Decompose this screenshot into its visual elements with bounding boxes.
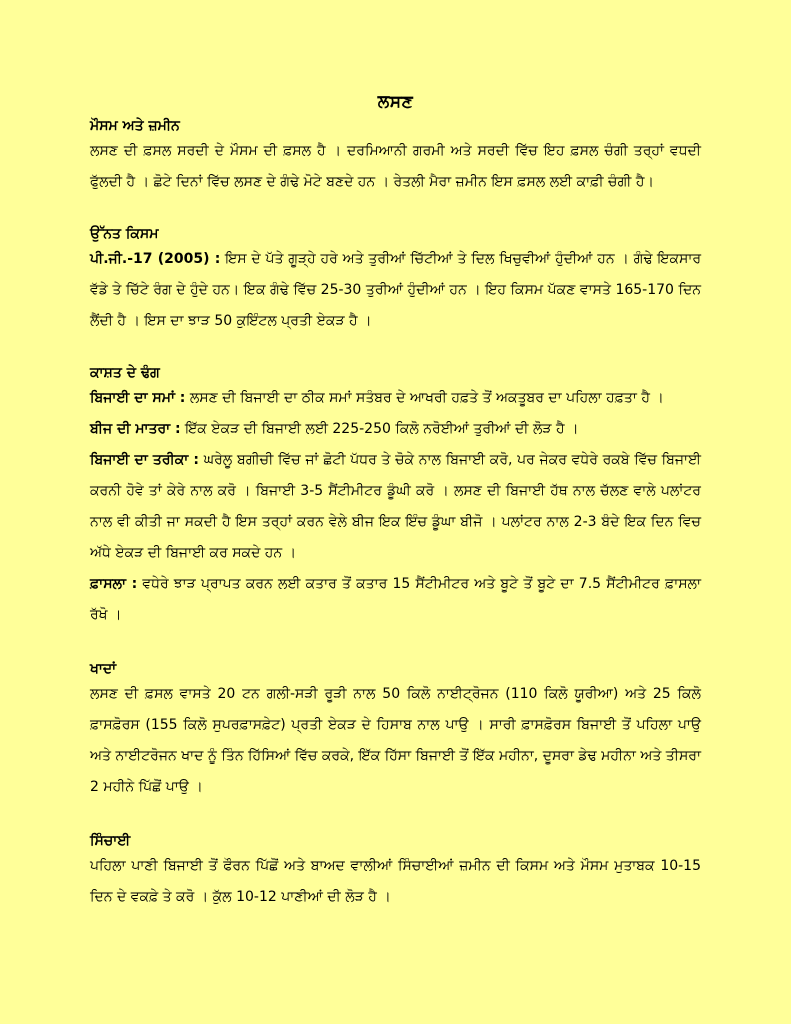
variety-label: ਪੀ.ਜੀ.-17 (2005) : bbox=[90, 251, 221, 267]
climate-paragraph: ਲਸਣ ਦੀ ਫ਼ਸਲ ਸਰਦੀ ਦੇ ਮੌਸਮ ਦੀ ਫ਼ਸਲ ਹੈ । ਦਰਮਿਆਨੀ ਗਰਮੀ ਅਤੇ ਸਰਦੀ ਵਿੱਚ ਇਹ ਫ਼ਸਲ ਚੰਗੀ ਤਰ੍ਹਾਂ ਵਧਦੀ ਫੁੱਲਦੀ ਹੈ । ਛੋਟੇ ਦਿਨਾਂ ਵਿੱਚ ਲਸਣ ਦੇ ਗੰਢੇ ਮੋਟੇ ਬਣਦੇ ਹਨ । ਰੇਤਲੀ ਮੈਰਾ ਜ਼ਮੀਨ ਇਸ ਫ਼ਸਲ ਲਈ ਕਾਫ਼ੀ ਚੰਗੀ ਹੈ। bbox=[90, 143, 701, 190]
spacing-label: ਫ਼ਾਸਲਾ : bbox=[90, 576, 138, 592]
sowing-method-text: ਘਰੇਲੂ ਬਗੀਚੀ ਵਿੱਚ ਜਾਂ ਛੋਟੀ ਪੱਧਰ ਤੇ ਚੋਕੇ ਨਾਲ ਬਿਜਾਈ ਕਰੋ, ਪਰ ਜੇਕਰ ਵਧੇਰੇ ਰਕਬੇ ਵਿੱਚ ਬਿਜਾਈ ਕਰਨੀ ਹੋਵੇ ਤਾਂ ਕੇਰੇ ਨਾਲ ਕਰੋ । ਬਿਜਾਈ 3-5 ਸੈਂਟੀਮੀਟਰ ਡੂੰਘੀ ਕਰੋ । ਲਸਣ ਦੀ ਬਿਜਾਈ ਹੱਥ ਨਾਲ ਚੱਲਣ ਵਾਲੇ ਪਲਾਂਟਰ ਨਾਲ ਵੀ ਕੀਤੀ ਜਾ ਸਕਦੀ ਹੈ ਇਸ ਤਰ੍ਹਾਂ ਕਰਨ ਵੇਲੇ ਬੀਜ ਇਕ ਇੰਚ ਡੂੰਘਾ ਬੀਜੋ । ਪਲਾਂਟਰ ਨਾਲ 2-3 ਬੰਦੇ ਇਕ ਦਿਨ ਵਿਚ ਅੱਧੇ ਏਕੜ ਦੀ ਬਿਜਾਈ ਕਰ ਸਕਦੇ ਹਨ । bbox=[90, 452, 702, 561]
sowing-time-text: ਲਸਣ ਦੀ ਬਿਜਾਈ ਦਾ ਠੀਕ ਸਮਾਂ ਸਤੰਬਰ ਦੇ ਆਖਰੀ ਹਫ਼ਤੇ ਤੋਂ ਅਕਤੂਬਰ ਦਾ ਪਹਿਲਾ ਹਫ਼ਤਾ ਹੈ । bbox=[185, 390, 664, 406]
document-title: ਲਸਣ bbox=[377, 92, 414, 112]
spacing-text: ਵਧੇਰੇ ਝਾੜ ਪ੍ਰਾਪਤ ਕਰਨ ਲਈ ਕਤਾਰ ਤੋਂ ਕਤਾਰ 15 ਸੈਂਟੀਮੀਟਰ ਅਤੇ ਬੂਟੇ ਤੋਂ ਬੂਟੇ ਦਾ 7.5 ਸੈਂਟੀਮੀਟਰ ਫ਼ਾਸਲਾ ਰੱਖੋ । bbox=[90, 576, 701, 623]
section-heading-fertilizer: ਖਾਦਾਂ bbox=[90, 661, 117, 677]
section-heading-climate: ਮੌਸਮ ਅਤੇ ਜ਼ਮੀਨ bbox=[90, 118, 180, 134]
seed-rate-text: ਇੱਕ ਏਕੜ ਦੀ ਬਿਜਾਈ ਲਈ 225-250 ਕਿਲੋ ਨਰੋਈਆਂ ਤੁਰੀਆਂ ਦੀ ਲੋੜ ਹੈ । bbox=[180, 421, 579, 437]
section-irrigation bbox=[90, 831, 701, 913]
section-heading-irrigation: ਸਿੰਚਾਈ bbox=[90, 833, 131, 849]
sowing-method-paragraph bbox=[90, 445, 701, 569]
sowing-time-paragraph bbox=[90, 383, 701, 414]
variety-text: ਇਸ ਦੇ ਪੱਤੇ ਗੂੜ੍ਹੇ ਹਰੇ ਅਤੇ ਤੁਰੀਆਂ ਚਿੱਟੀਆਂ ਤੇ ਦਿਲ ਖਿਚੁਵੀਆਂ ਹੁੰਦੀਆਂ ਹਨ । ਗੰਢੇ ਇਕਸਾਰ ਵੱਡੇ ਤੇ ਚਿੱਟੇ ਰੰਗ ਦੇ ਹੁੰਦੇ ਹਨ। ਇਕ ਗੰਢੇ ਵਿੱਚ 25-30 ਤੁਰੀਆਂ ਹੁੰਦੀਆਂ ਹਨ । ਇਹ ਕਿਸਮ ਪੱਕਣ ਵਾਸਤੇ 165-170 ਦਿਨ ਲੈਂਦੀ ਹੈ । ਇਸ ਦਾ ਝਾੜ 50 ਕੁਇੰਟਲ ਪ੍ਰਤੀ ਏਕੜ ਹੈ । bbox=[90, 251, 702, 329]
section-climate bbox=[90, 116, 701, 198]
section-heading-cultivation: ਕਾਸ਼ਤ ਦੇ ਢੰਗ bbox=[90, 365, 160, 381]
section-heading-variety: ਉੱਨਤ ਕਿਸਮ bbox=[90, 226, 159, 242]
section-fertilizer bbox=[90, 659, 701, 803]
section-cultivation bbox=[90, 363, 701, 631]
fertilizer-paragraph: ਲਸਣ ਦੀ ਫ਼ਸਲ ਵਾਸਤੇ 20 ਟਨ ਗਲੀ-ਸੜੀ ਰੂੜੀ ਨਾਲ 50 ਕਿਲੋ ਨਾਈਟ੍ਰੋਜਨ (110 ਕਿਲੋ ਯੂਰੀਆ) ਅਤੇ 25 ਕਿਲੋ ਫ਼ਾਸਫ਼ੋਰਸ (155 ਕਿਲੋ ਸੁਪਰਫ਼ਾਸਫ਼ੇਟ) ਪ੍ਰਤੀ ਏਕੜ ਦੇ ਹਿਸਾਬ ਨਾਲ ਪਾਉ । ਸਾਰੀ ਫ਼ਾਸਫ਼ੋਰਸ ਬਿਜਾਈ ਤੋਂ ਪਹਿਲਾ ਪਾਉ ਅਤੇ ਨਾਈਟਰੋਜਨ ਖਾਦ ਨੂੰ ਤਿੰਨ ਹਿੱਸਿਆਂ ਵਿੱਚ ਕਰਕੇ, ਇੱਕ ਹਿੱਸਾ ਬਿਜਾਈ ਤੋਂ ਇੱਕ ਮਹੀਨਾ, ਦੂਸਰਾ ਡੇਢ ਮਹੀਨਾ ਅਤੇ ਤੀਸਰਾ 2 ਮਹੀਨੇ ਪਿੱਛੋਂ ਪਾਉ । bbox=[90, 686, 701, 795]
sowing-method-label: ਬਿਜਾਈ ਦਾ ਤਰੀਕਾ : bbox=[90, 452, 200, 468]
seed-rate-label: ਬੀਜ ਦੀ ਮਾਤਰਾ : bbox=[90, 421, 181, 437]
sowing-time-label: ਬਿਜਾਈ ਦਾ ਸਮਾਂ : bbox=[90, 390, 186, 406]
section-variety bbox=[90, 224, 701, 337]
seed-rate-paragraph bbox=[90, 414, 701, 445]
spacing-paragraph bbox=[90, 569, 701, 631]
variety-paragraph bbox=[90, 244, 701, 337]
irrigation-paragraph: ਪਹਿਲਾ ਪਾਣੀ ਬਿਜਾਈ ਤੋਂ ਫੌਰਨ ਪਿੱਛੋਂ ਅਤੇ ਬਾਅਦ ਵਾਲੀਆਂ ਸਿੰਚਾਈਆਂ ਜ਼ਮੀਨ ਦੀ ਕਿਸਮ ਅਤੇ ਮੌਸਮ ਮੁਤਾਬਕ 10-15 ਦਿਨ ਦੇ ਵਕਫ਼ੇ ਤੇ ਕਰੋ । ਕੁੱਲ 10-12 ਪਾਣੀਆਂ ਦੀ ਲੋੜ ਹੈ । bbox=[90, 858, 701, 905]
